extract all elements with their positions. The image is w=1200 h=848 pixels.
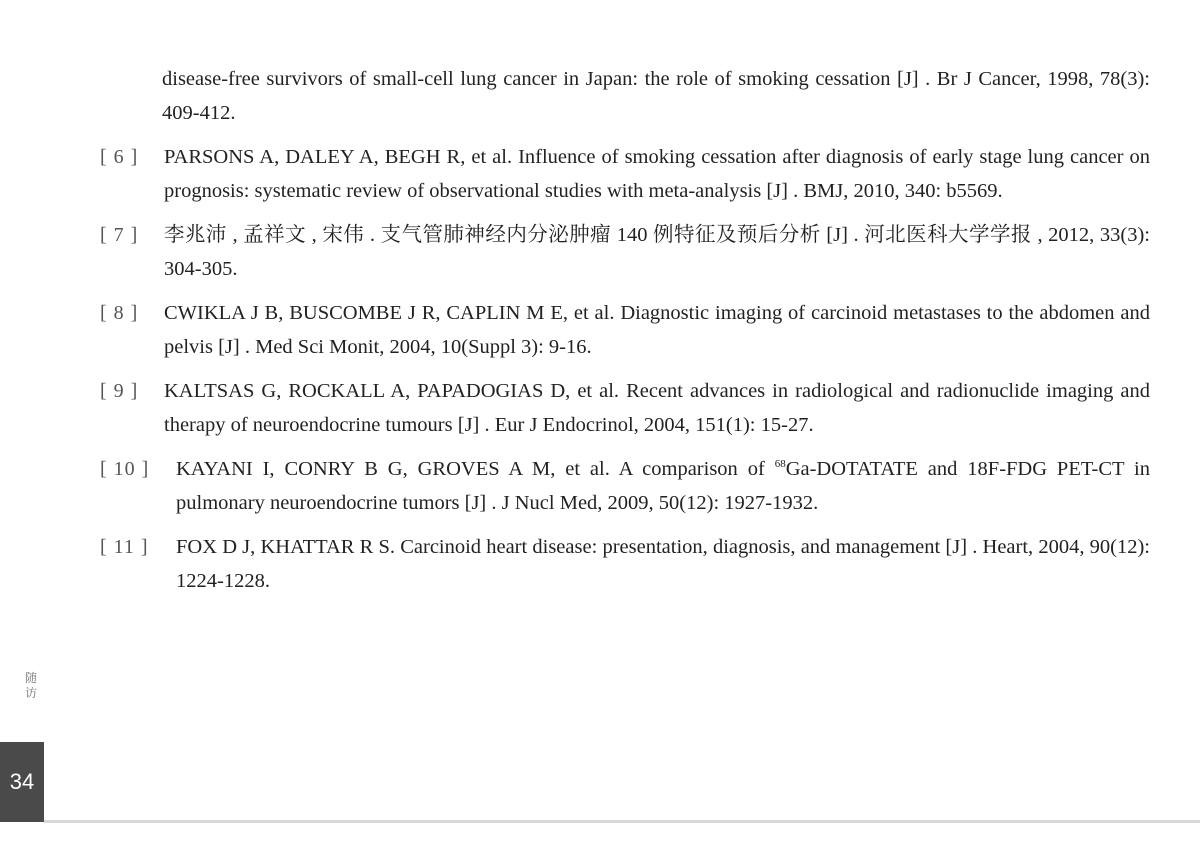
reference-text: FOX D J, KHATTAR R S. Carcinoid heart disease: presentation, diagnosis, and management [J] . Heart, 2004, 90(12): 1224-1228. bbox=[176, 536, 1150, 592]
reference-text: disease-free survivors of small-cell lung cancer in Japan: the role of smoking cessation [J] . Br J Cancer, 1998, 78(3): 409-412. bbox=[162, 68, 1150, 124]
reference-number: [ 7 ] bbox=[100, 224, 139, 246]
reference-item-8 bbox=[100, 296, 1150, 364]
footer-divider bbox=[44, 820, 1200, 823]
reference-text: KALTSAS G, ROCKALL A, PAPADOGIAS D, et al. Recent advances in radiological and radionuclide imaging and therapy of neuroendocrine tumours [J] . Eur J Endocrinol, 2004, 151(1): 15-27. bbox=[164, 380, 1150, 436]
reference-item-6 bbox=[100, 140, 1150, 208]
reference-item-11 bbox=[100, 530, 1150, 598]
reference-text-part: KAYANI I, CONRY B G, GROVES A M, et al. A comparison of bbox=[176, 458, 775, 480]
reference-text: 李兆沛 , 孟祥文 , 宋伟 . 支气管肺神经内分泌肿瘤 140 例特征及预后分析 [J] . 河北医科大学学报 , 2012, 33(3): 304-305. bbox=[164, 224, 1150, 280]
reference-text-part: Ga-DOTATATE and 18F-FDG PET-CT in pulmonary neuroendocrine tumors [J] . J Nucl Med, 2009, 50(12): 1927-1932. bbox=[176, 458, 1150, 514]
reference-text bbox=[176, 452, 1150, 520]
reference-number: [ 6 ] bbox=[100, 146, 139, 168]
reference-text: CWIKLA J B, BUSCOMBE J R, CAPLIN M E, et al. Diagnostic imaging of carcinoid metastases to the abdomen and pelvis [J] . Med Sci Monit, 2004, 10(Suppl 3): 9-16. bbox=[164, 302, 1150, 358]
isotope-superscript: 68 bbox=[774, 458, 786, 471]
reference-item-9 bbox=[100, 374, 1150, 442]
page-number: 34 bbox=[0, 742, 44, 822]
reference-item-7 bbox=[100, 218, 1150, 286]
reference-list bbox=[100, 62, 1150, 608]
reference-item-continuation bbox=[100, 62, 1150, 130]
reference-number: [ 11 ] bbox=[100, 536, 149, 558]
reference-number: [ 10 ] bbox=[100, 458, 150, 480]
reference-number: [ 8 ] bbox=[100, 302, 139, 324]
section-side-label: 随访 bbox=[24, 671, 37, 700]
reference-item-10 bbox=[100, 452, 1150, 520]
reference-text: PARSONS A, DALEY A, BEGH R, et al. Influence of smoking cessation after diagnosis of early stage lung cancer on prognosis: systematic review of observational studies with meta-analysis [J] . BMJ, 2010, 340: b5569. bbox=[164, 146, 1150, 202]
reference-number: [ 9 ] bbox=[100, 380, 139, 402]
